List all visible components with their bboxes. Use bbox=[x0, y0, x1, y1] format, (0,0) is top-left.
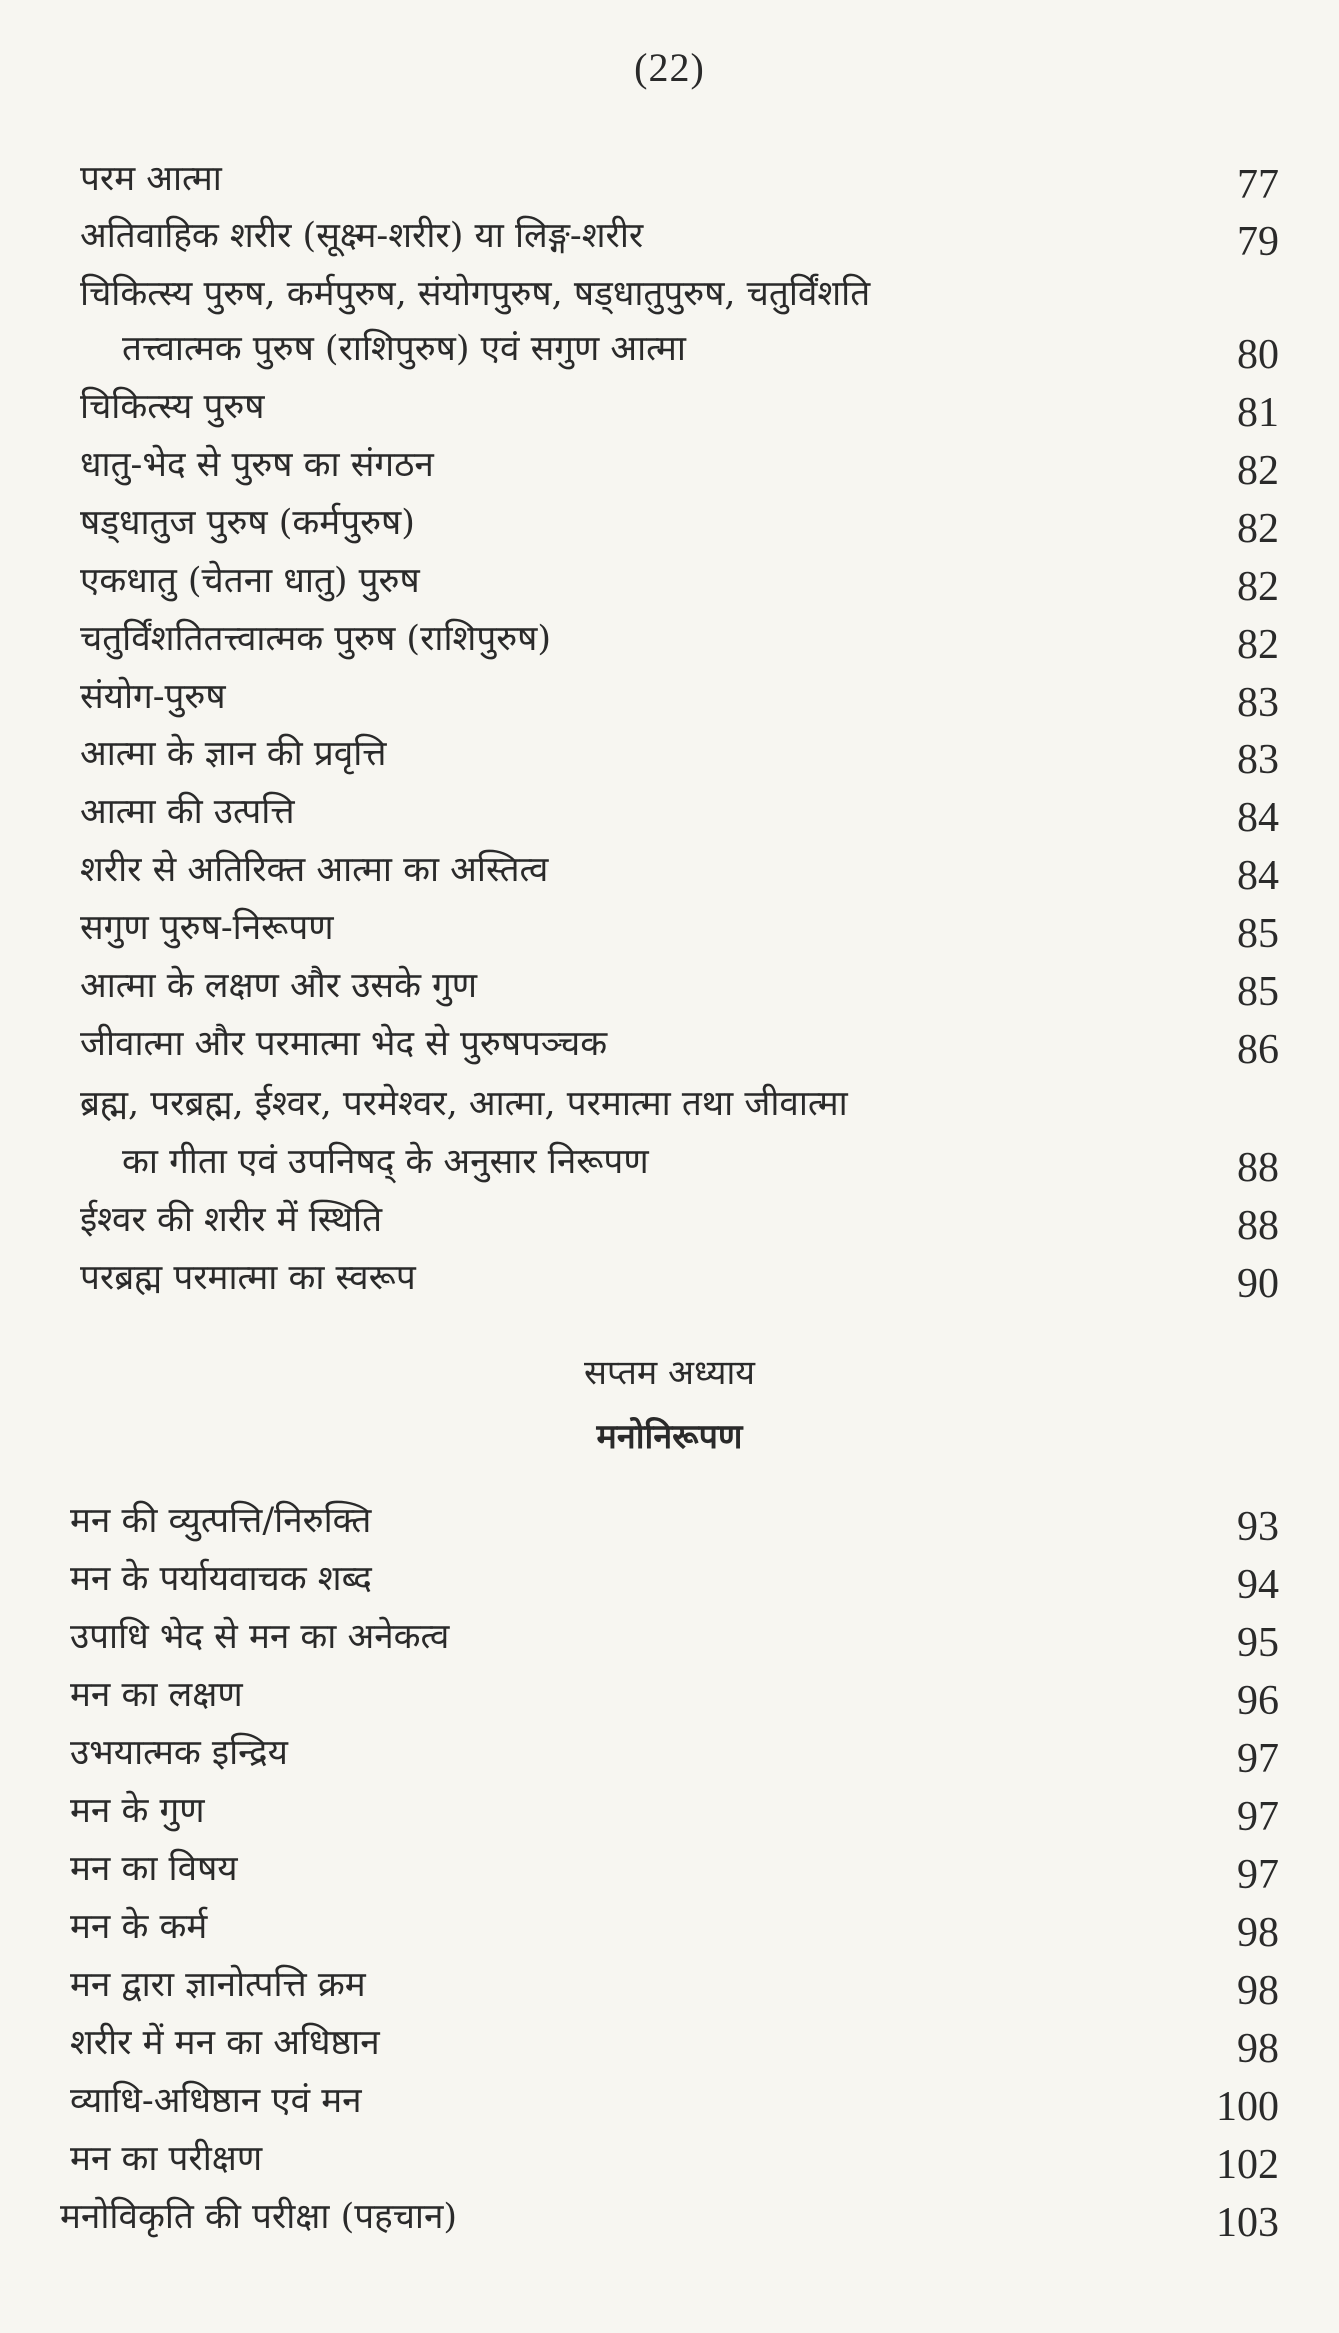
toc-entry bbox=[0, 150, 1339, 208]
toc-entry bbox=[0, 1666, 1339, 1724]
toc-entry-title: आत्मा की उत्पत्ति bbox=[80, 792, 295, 832]
toc-entry-page: 82 bbox=[1237, 506, 1279, 552]
chapter-label: सप्तम अध्याय bbox=[584, 1353, 755, 1393]
toc-entry-page: 83 bbox=[1237, 737, 1279, 783]
toc-entry-page: 86 bbox=[1237, 1027, 1279, 1073]
toc-entry-page: 95 bbox=[1237, 1620, 1279, 1666]
toc-entry-title: मन की व्युत्पत्ति/निरुक्ति bbox=[70, 1501, 372, 1541]
toc-entry bbox=[0, 494, 1339, 552]
toc-entry-title: सगुण पुरुष-निरूपण bbox=[80, 908, 334, 948]
toc-entry-title: उभयात्मक इन्द्रिय bbox=[70, 1733, 288, 1773]
toc-entry bbox=[0, 725, 1339, 783]
toc-entry bbox=[0, 320, 1339, 378]
toc-entry bbox=[0, 1191, 1339, 1249]
toc-entry-page: 93 bbox=[1237, 1504, 1279, 1550]
toc-entry-title: मन द्वारा ज्ञानोत्पत्ति क्रम bbox=[70, 1965, 366, 2005]
toc-entry bbox=[0, 2072, 1339, 2130]
toc-entry-title: तत्त्वात्मक पुरुष (राशिपुरुष) एवं सगुण आत्मा bbox=[122, 329, 686, 369]
toc-entry-title: ब्रह्म, परब्रह्म, ईश्वर, परमेश्वर, आत्मा, परमात्मा तथा जीवात्मा bbox=[80, 1084, 848, 1124]
toc-entry-page: 85 bbox=[1237, 911, 1279, 957]
toc-entry-page: 97 bbox=[1237, 1794, 1279, 1840]
toc-entry-title: का गीता एवं उपनिषद् के अनुसार निरूपण bbox=[122, 1142, 649, 1182]
toc-entry-title: शरीर से अतिरिक्त आत्मा का अस्तित्व bbox=[80, 850, 549, 890]
toc-entry bbox=[0, 1015, 1339, 1073]
toc-entry-title: एकधातु (चेतना धातु) पुरुष bbox=[80, 561, 420, 601]
toc-entry-page: 98 bbox=[1237, 1910, 1279, 1956]
toc-entry bbox=[0, 1075, 1339, 1133]
toc-entry-title: चिकित्स्य पुरुष, कर्मपुरुष, संयोगपुरुष, षड्धातुपुरुष, चतुर्विंशति bbox=[80, 274, 871, 314]
toc-entry-page: 80 bbox=[1237, 332, 1279, 378]
toc-entry bbox=[0, 899, 1339, 957]
toc-entry-title: आत्मा के लक्षण और उसके गुण bbox=[80, 966, 478, 1006]
toc-entry-title: मन के पर्यायवाचक शब्द bbox=[70, 1559, 372, 1599]
toc-entry-page: 90 bbox=[1237, 1261, 1279, 1307]
toc-entry-title: मन के कर्म bbox=[70, 1907, 208, 1947]
toc-entry-page: 88 bbox=[1237, 1145, 1279, 1191]
toc-entry-page: 88 bbox=[1237, 1203, 1279, 1249]
toc-entry bbox=[0, 2188, 1339, 2246]
toc-entry-title: मनोविकृति की परीक्षा (पहचान) bbox=[60, 2197, 458, 2237]
toc-entry bbox=[0, 1840, 1339, 1898]
toc-entry bbox=[0, 1608, 1339, 1666]
page-number: (22) bbox=[634, 45, 705, 90]
toc-entry-title: व्याधि-अधिष्ठान एवं मन bbox=[70, 2081, 362, 2121]
toc-entry-page: 79 bbox=[1237, 219, 1279, 265]
toc-entry bbox=[0, 207, 1339, 265]
toc-entry-page: 100 bbox=[1216, 2084, 1279, 2130]
toc-entry-page: 98 bbox=[1237, 1968, 1279, 2014]
toc-entry-page: 102 bbox=[1216, 2142, 1279, 2188]
toc-entry bbox=[0, 1782, 1339, 1840]
toc-entry-title: षड्धातुज पुरुष (कर्मपुरुष) bbox=[80, 503, 415, 543]
toc-entry-title: ईश्वर की शरीर में स्थिति bbox=[80, 1200, 383, 1240]
toc-entry-title: परम आत्मा bbox=[80, 159, 222, 199]
toc-entry bbox=[0, 2014, 1339, 2072]
toc-entry-page: 98 bbox=[1237, 2026, 1279, 2072]
toc-entry-title: मन का परीक्षण bbox=[70, 2139, 263, 2179]
toc-entry bbox=[0, 436, 1339, 494]
toc-entry bbox=[0, 265, 1339, 323]
toc-entry-title: अतिवाहिक शरीर (सूक्ष्म-शरीर) या लिङ्ग-शरीर bbox=[80, 216, 644, 256]
toc-entry-page: 82 bbox=[1237, 564, 1279, 610]
toc-entry-title: परब्रह्म परमात्मा का स्वरूप bbox=[80, 1258, 416, 1298]
toc-entry bbox=[0, 1249, 1339, 1307]
toc-entry-page: 81 bbox=[1237, 390, 1279, 436]
toc-entry bbox=[0, 1492, 1339, 1550]
toc-entry bbox=[0, 1133, 1339, 1191]
toc-entry-page: 94 bbox=[1237, 1562, 1279, 1608]
toc-entry-title: उपाधि भेद से मन का अनेकत्व bbox=[70, 1617, 450, 1657]
toc-entry-page: 84 bbox=[1237, 795, 1279, 841]
toc-entry-title: मन का लक्षण bbox=[70, 1675, 243, 1715]
toc-entry-title: जीवात्मा और परमात्मा भेद से पुरुषपञ्चक bbox=[80, 1024, 608, 1064]
toc-entry-page: 83 bbox=[1237, 680, 1279, 726]
toc-entry-page: 82 bbox=[1237, 622, 1279, 668]
toc-entry bbox=[0, 378, 1339, 436]
toc-entry-page: 97 bbox=[1237, 1852, 1279, 1898]
toc-entry bbox=[0, 1956, 1339, 2014]
toc-entry bbox=[0, 610, 1339, 668]
toc-entry bbox=[0, 1550, 1339, 1608]
toc-entry-title: शरीर में मन का अधिष्ठान bbox=[70, 2023, 380, 2063]
toc-entry-page: 97 bbox=[1237, 1736, 1279, 1782]
toc-entry-title: आत्मा के ज्ञान की प्रवृत्ति bbox=[80, 734, 387, 774]
toc-entry-title: संयोग-पुरुष bbox=[80, 677, 226, 717]
toc-entry-title: चिकित्स्य पुरुष bbox=[80, 387, 265, 427]
toc-entry-page: 96 bbox=[1237, 1678, 1279, 1724]
chapter-title: मनोनिरूपण bbox=[596, 1417, 743, 1457]
toc-entry-title: धातु-भेद से पुरुष का संगठन bbox=[80, 445, 434, 485]
toc-entry-page: 103 bbox=[1216, 2200, 1279, 2246]
toc-entry bbox=[0, 1724, 1339, 1782]
toc-entry bbox=[0, 957, 1339, 1015]
toc-entry-title: मन का विषय bbox=[70, 1849, 238, 1889]
toc-entry bbox=[0, 841, 1339, 899]
toc-entry bbox=[0, 552, 1339, 610]
toc-entry-title: चतुर्विंशतितत्त्वात्मक पुरुष (राशिपुरुष) bbox=[80, 619, 552, 659]
toc-entry bbox=[0, 783, 1339, 841]
toc-entry-page: 82 bbox=[1237, 448, 1279, 494]
toc-entry-page: 84 bbox=[1237, 853, 1279, 899]
toc-entry-page: 77 bbox=[1237, 162, 1279, 208]
toc-entry-page: 85 bbox=[1237, 969, 1279, 1015]
toc-entry-title: मन के गुण bbox=[70, 1791, 205, 1831]
toc-entry bbox=[0, 668, 1339, 726]
toc-entry bbox=[0, 1898, 1339, 1956]
toc-entry bbox=[0, 2130, 1339, 2188]
